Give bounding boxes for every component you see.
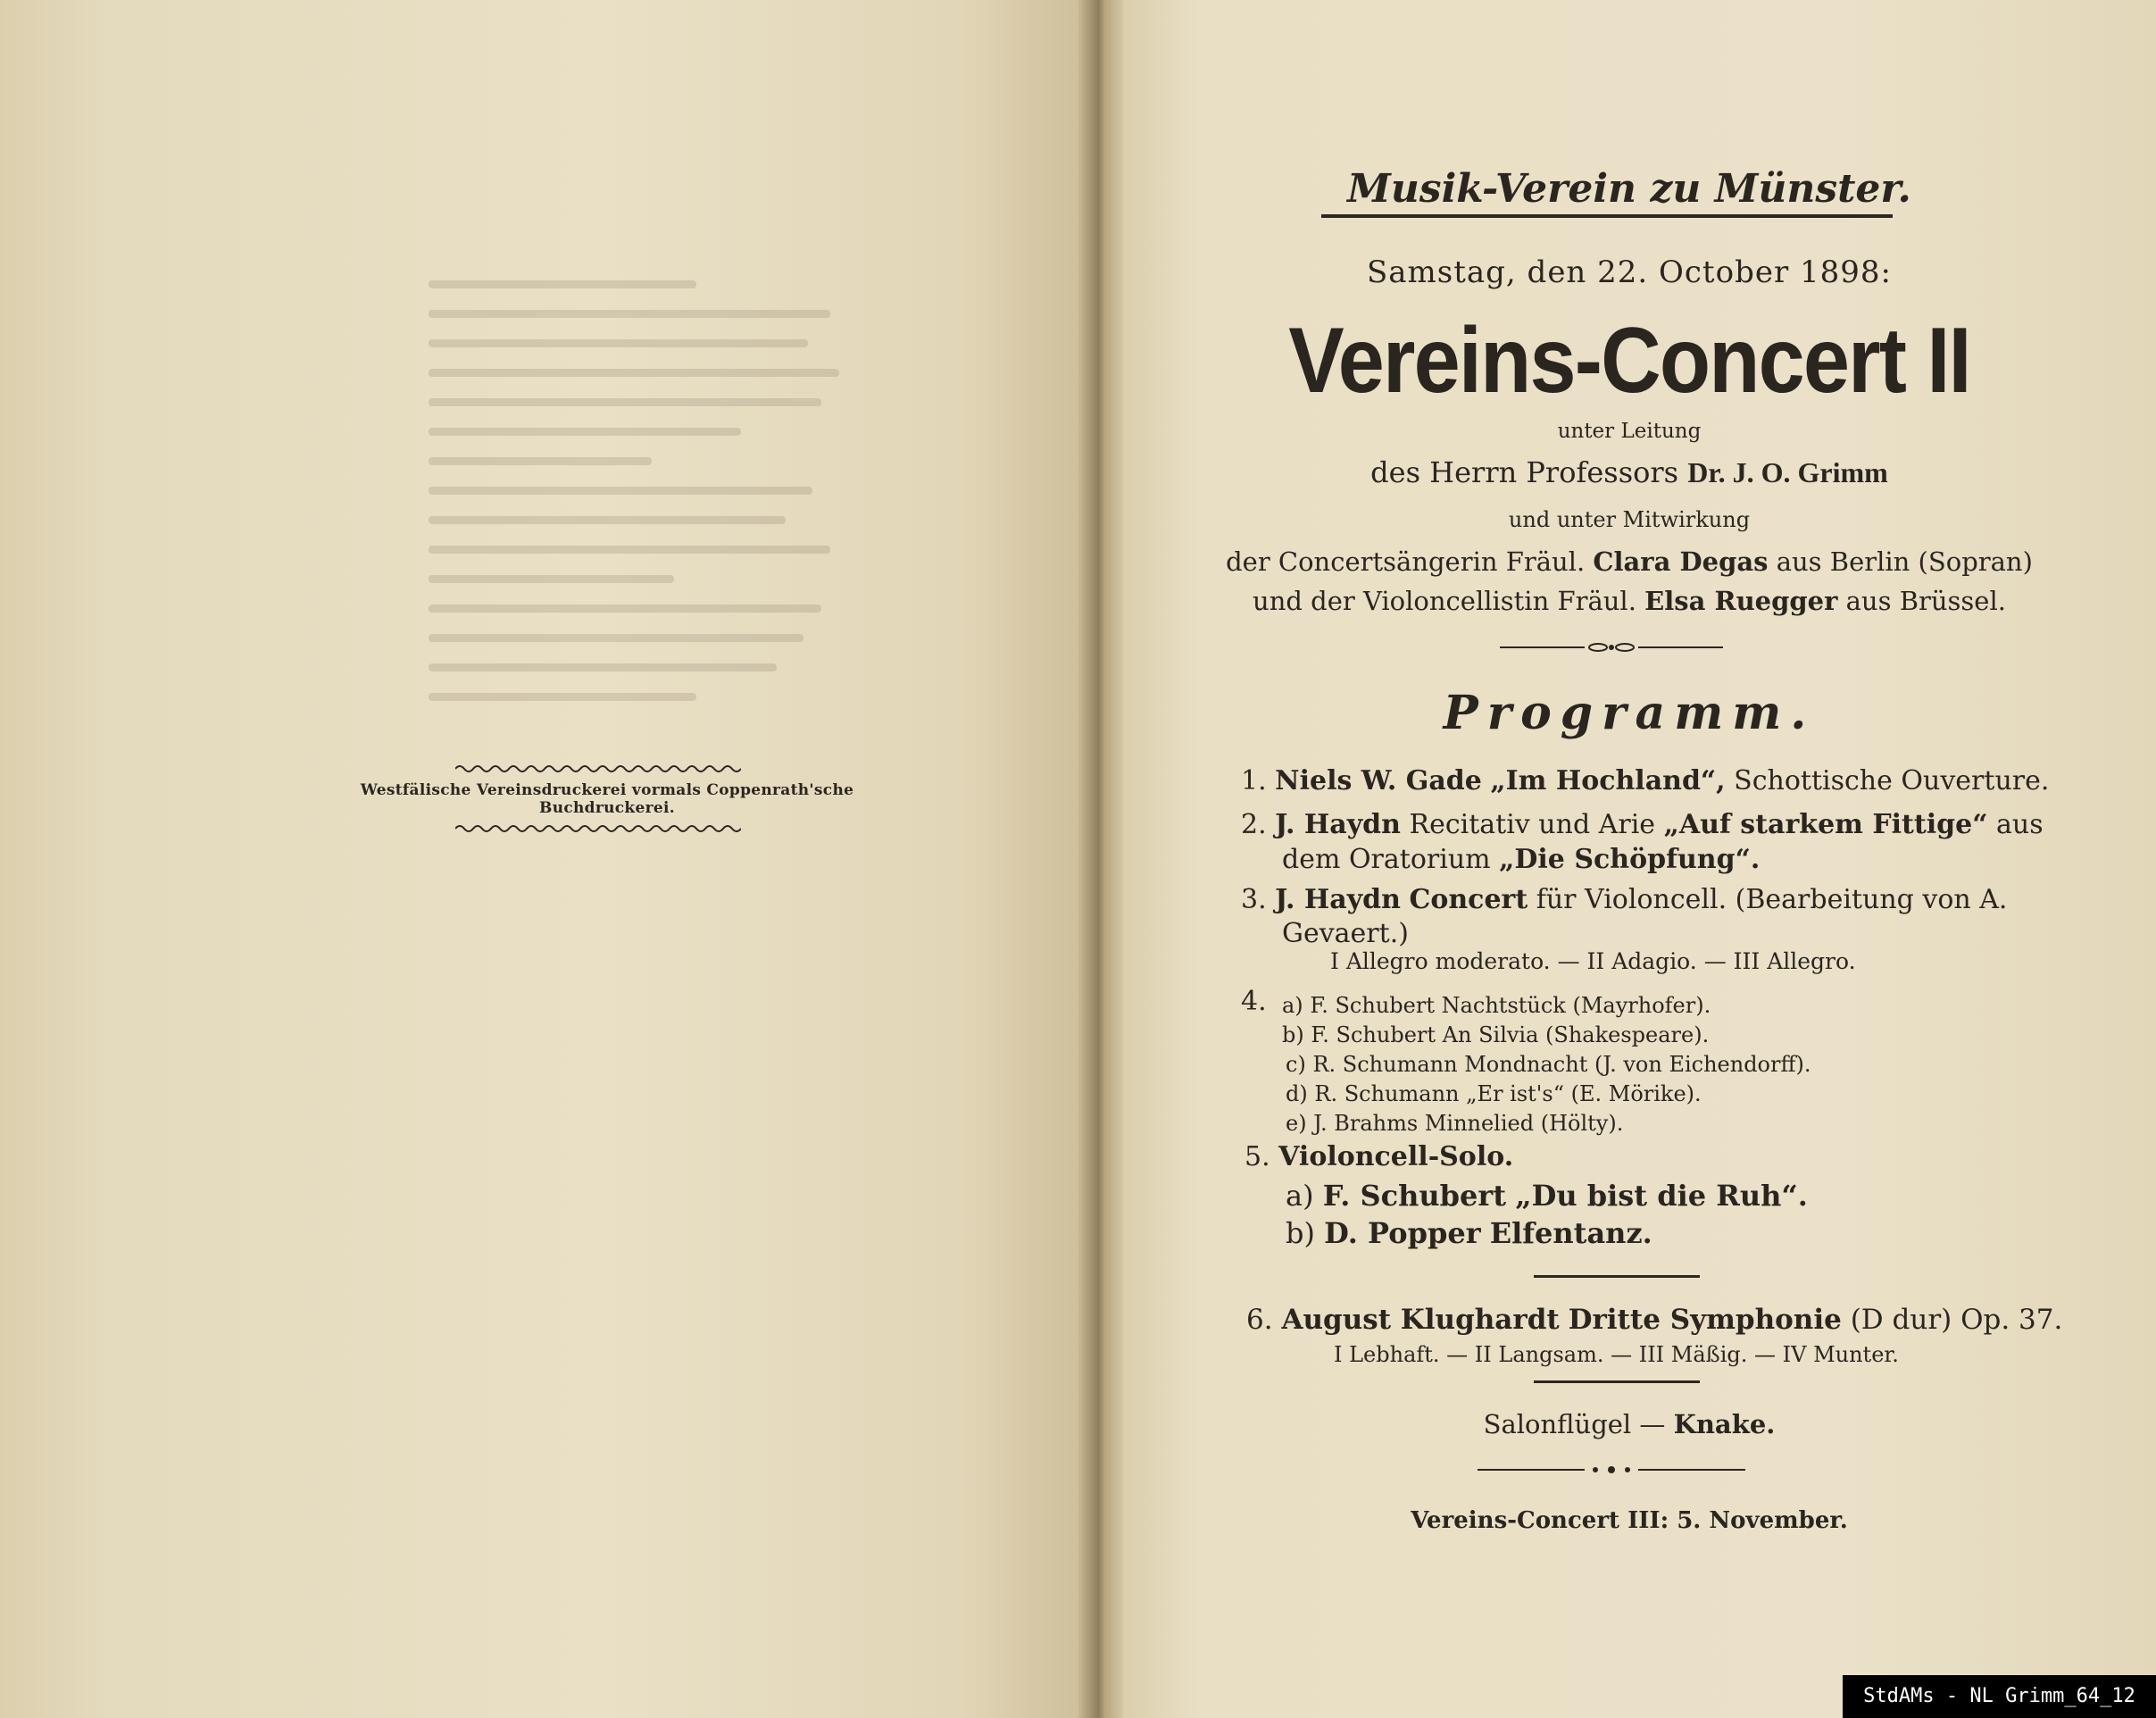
song-letter: c) bbox=[1286, 1052, 1306, 1077]
concert-title: Vereins-Concert II bbox=[1288, 309, 1970, 413]
item-number: 6. bbox=[1246, 1304, 1273, 1336]
ornament-divider-1 bbox=[1500, 641, 1723, 654]
solo-part-b bbox=[1286, 1216, 1652, 1250]
item-work: „Im Hochland“, bbox=[1490, 765, 1726, 796]
part-letter: a) bbox=[1286, 1179, 1314, 1213]
item-3-movements: I Allegro moderato. — II Adagio. — III Allegro. bbox=[1330, 948, 1856, 974]
programme-item-2-line-2 bbox=[1282, 844, 1760, 875]
part-work: Elfentanz. bbox=[1489, 1216, 1652, 1250]
printer-note: Westfälische Vereinsdruckerei vormals Coppenrath'sche Buchdruckerei. bbox=[360, 781, 854, 817]
soloist-1-suffix: aus Berlin (Sopran) bbox=[1776, 546, 2033, 577]
conductor-name: Dr. J. O. Grimm bbox=[1687, 456, 1888, 488]
solo-part-a bbox=[1286, 1179, 1808, 1213]
item-work: Dritte Symphonie bbox=[1568, 1304, 1842, 1336]
programme-item-1 bbox=[1241, 765, 2049, 796]
item-description: (D dur) Op. 37. bbox=[1850, 1304, 2063, 1336]
part-composer: F. Schubert bbox=[1322, 1179, 1507, 1213]
item-composer: August Klughardt bbox=[1281, 1304, 1560, 1336]
song-text: F. Schubert Nachtstück (Mayrhofer). bbox=[1310, 993, 1711, 1018]
with-participation: und unter Mitwirkung bbox=[1508, 507, 1751, 532]
soloist-line-2 bbox=[1116, 586, 2143, 616]
item-6-movements: I Lebhaft. — II Langsam. — III Mäßig. — IV Munter. bbox=[1334, 1342, 1899, 1367]
piano-maker: Knake. bbox=[1673, 1409, 1776, 1439]
programme-heading: Programm. bbox=[1443, 686, 1816, 740]
part-letter: b) bbox=[1286, 1216, 1315, 1250]
item-work: Concert bbox=[1409, 884, 1528, 915]
divider-rule-2 bbox=[1534, 1380, 1700, 1383]
item-composer: J. Haydn bbox=[1275, 809, 1401, 840]
soloist-2-suffix: aus Brüssel. bbox=[1845, 586, 2006, 616]
song-letter: a) bbox=[1282, 993, 1303, 1018]
item-description: Schottische Ouverture. bbox=[1734, 765, 2050, 796]
song-text: R. Schumann Mondnacht (J. von Eichendorff). bbox=[1312, 1052, 1811, 1077]
song-c bbox=[1286, 1052, 1811, 1077]
soloist-2-prefix: und der Violoncellistin Fräul. bbox=[1253, 586, 1636, 616]
item-title: Violoncell-Solo. bbox=[1278, 1141, 1514, 1172]
programme-item-2 bbox=[1241, 809, 2044, 840]
wavy-rule-bottom bbox=[455, 823, 741, 834]
item-tail: (Bearbeitung von A. bbox=[1735, 884, 2008, 915]
conductor-line bbox=[1116, 455, 2143, 489]
soloist-1-prefix: der Concertsängerin Fräul. bbox=[1226, 546, 1586, 577]
wavy-rule-top bbox=[455, 763, 741, 774]
concert-date: Samstag, den 22. October 1898: bbox=[1366, 254, 1892, 290]
soloist-1-name: Clara Degas bbox=[1593, 546, 1769, 577]
item-description: Recitativ und Arie bbox=[1409, 809, 1656, 840]
part-composer: D. Popper bbox=[1324, 1216, 1481, 1250]
song-e bbox=[1286, 1111, 1623, 1136]
ornament-divider-2 bbox=[1478, 1464, 1745, 1476]
under-direction: unter Leitung bbox=[1557, 420, 1702, 443]
item-line2-work: „Die Schöpfung“. bbox=[1499, 844, 1761, 875]
soloist-line-1 bbox=[1116, 546, 2143, 577]
song-b bbox=[1282, 1022, 1709, 1047]
song-text: J. Brahms Minnelied (Hölty). bbox=[1313, 1111, 1624, 1136]
song-a bbox=[1282, 993, 1711, 1018]
item-composer: J. Haydn bbox=[1275, 884, 1401, 915]
piano-note-prefix: Salonflügel — bbox=[1483, 1409, 1666, 1439]
item-number: 3. bbox=[1241, 884, 1267, 915]
title-underline bbox=[1321, 214, 1893, 218]
song-letter: e) bbox=[1286, 1111, 1307, 1136]
programme-item-5 bbox=[1244, 1141, 1513, 1172]
divider-rule-1 bbox=[1534, 1275, 1700, 1278]
item-composer: Niels W. Gade bbox=[1275, 765, 1482, 796]
next-concert: Vereins-Concert III: 5. November. bbox=[1411, 1507, 1848, 1534]
song-d bbox=[1286, 1081, 1702, 1106]
part-work: „Du bist die Ruh“. bbox=[1515, 1179, 1808, 1213]
item-description: für Violoncell. bbox=[1536, 884, 1727, 915]
society-title: Musik-Verein zu Münster. bbox=[1347, 166, 1911, 212]
item-number: 1. bbox=[1241, 765, 1267, 796]
song-letter: b) bbox=[1282, 1022, 1304, 1047]
item-number: 2. bbox=[1241, 809, 1267, 840]
item-number: 5. bbox=[1244, 1141, 1270, 1172]
piano-note bbox=[1116, 1409, 2143, 1439]
item-work: „Auf starkem Fittige“ bbox=[1663, 809, 1988, 840]
programme-item-4-number: 4. bbox=[1241, 986, 1267, 1017]
song-letter: d) bbox=[1286, 1081, 1308, 1106]
conductor-prefix: des Herrn Professors bbox=[1370, 455, 1679, 489]
soloist-2-name: Elsa Ruegger bbox=[1644, 586, 1838, 616]
item-tail: aus bbox=[1996, 809, 2044, 840]
programme-item-3 bbox=[1241, 884, 2007, 915]
song-text: R. Schumann „Er ist's“ (E. Mörike). bbox=[1314, 1081, 1702, 1106]
programme-item-3-line-2: Gevaert.) bbox=[1282, 918, 1409, 949]
archive-label: StdAMs - NL Grimm_64_12 bbox=[1843, 1675, 2156, 1718]
song-text: F. Schubert An Silvia (Shakespeare). bbox=[1311, 1022, 1710, 1047]
item-line2-prefix: dem Oratorium bbox=[1282, 844, 1491, 875]
programme-item-6 bbox=[1246, 1304, 2062, 1336]
